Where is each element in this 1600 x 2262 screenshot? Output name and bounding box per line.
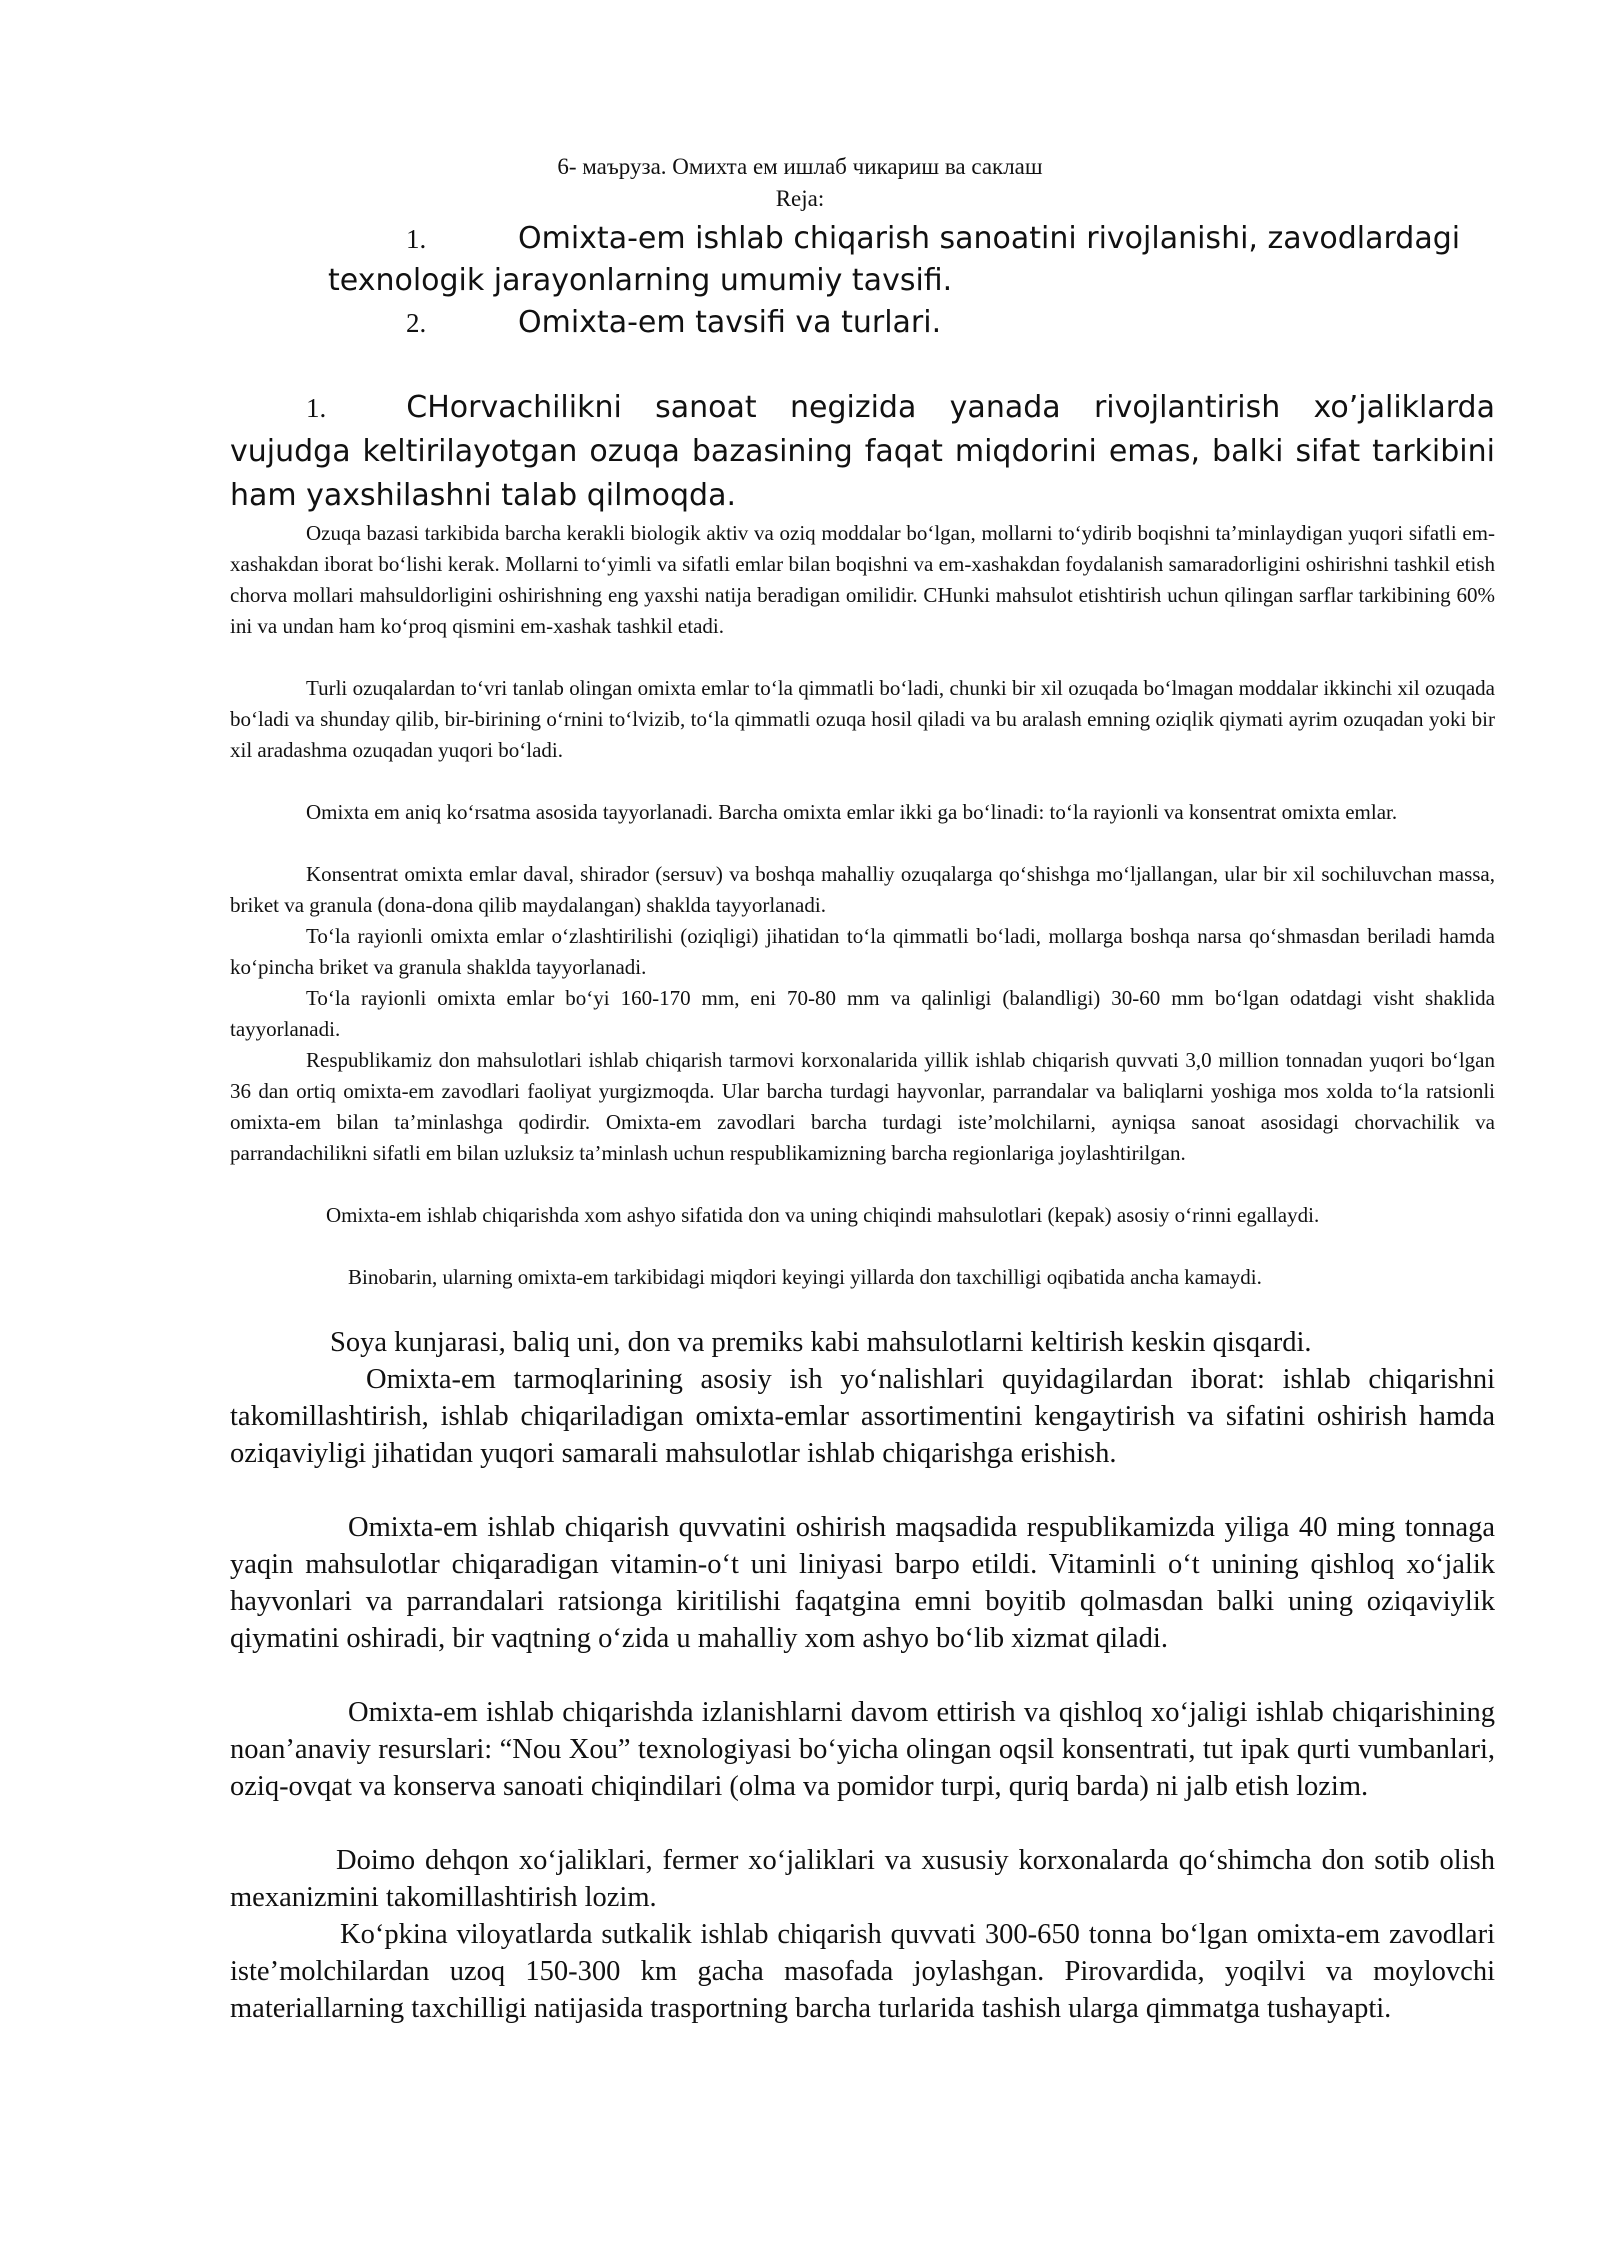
paragraph: Soya kunjarasi, baliq uni, don va premiks kabi mahsulotlarni keltirish keskin qisqardi.: [330, 1327, 1312, 1358]
paragraph: Ozuqa bazasi tarkibida barcha kerakli biologik aktiv va oziq moddalar bo‘lgan, mollarni to‘ydirib boqishni ta’minlaydigan yuqori sifatli em-xashakdan iborat bo‘lishi kerak. Mollarni to‘yimli va sifatli emlar bilan boqishni va em-xashakdan foydalanish samaradorligini oshirishni tashkil etish chorva mollari mahsuldorligini oshirishning eng yaxshi natija beradigan omilidir. CHunki mahsulot etishtirish uchun qilingan sarflar tarkibining 60% ini va undan ham ko‘proq qismini em-xashak tashkil etadi.: [230, 521, 1495, 638]
paragraph: Omixta-em ishlab chiqarishda xom ashyo sifatida don va uning chiqindi mahsulotlari (kepak) asosiy o‘rinni egallaydi.: [326, 1203, 1320, 1227]
plan-item-number: 2.: [406, 308, 427, 338]
lecture-title: 6- маъруза. Омихта ем ишлаб чикариш ва саклаш: [557, 154, 1043, 179]
plan-item-text: Omixta-em tavsifi va turlari.: [518, 305, 942, 340]
plan-item-text: Omixta-em ishlab chiqarish sanoatini rivojlanishi, zavodlardagi texnologik jarayonlarning umumiy tavsifi.: [328, 221, 1461, 298]
paragraph: Konsentrat omixta emlar daval, shirador (sersuv) va boshqa mahalliy ozuqalarga qo‘shishga mo‘ljallangan, ular bir xil sochiluvchan massa, briket va granula (dona-dona qilib maydalangan) shaklda tayyorlanadi.: [230, 862, 1495, 917]
paragraph: To‘la rayionli omixta emlar o‘zlashtirilishi (oziqligi) jihatidan to‘la qimmatli bo‘ladi, mollarga boshqa narsa qo‘shmasdan beriladi hamda ko‘pincha briket va granula shaklda tayyorlanadi.: [230, 924, 1495, 979]
paragraph: Doimo dehqon xo‘jaliklari, fermer xo‘jaliklari va xususiy korxonalarda qo‘shimcha don sotib olish mexanizmini takomillashtirish lozim.: [230, 1845, 1495, 1913]
section-intro: [230, 386, 1495, 518]
paragraph: Omixta em aniq ko‘rsatma asosida tayyorlanadi. Barcha omixta emlar ikki ga bo‘linadi: to‘la rayionli va konsentrat omixta emlar.: [306, 800, 1398, 824]
plan-item-2: [328, 302, 1508, 344]
paragraph: Ko‘pkina viloyatlarda sutkalik ishlab chiqarish quvvati 300-650 tonna bo‘lgan omixta-em zavodlari iste’molchilardan uzoq 150-300 km gacha masofada joylashgan. Pirovardida, yoqilvi va moylovchi materiallarning taxchilligi natijasida trasportning barcha turlarida tashish ularga qimmatga tushayapti.: [230, 1919, 1495, 2024]
paragraph: Omixta-em ishlab chiqarishda izlanishlarni davom ettirish va qishloq xo‘jaligi ishlab chiqarishining noan’anaviy resurslari: “Nou Xou” texnologiyasi bo‘yicha olingan oqsil konsentrati, tut ipak qurti vumbanlari, oziq-ovqat va konserva sanoati chiqindilari (olma va pomidor turpi, quriq barda) ni jalb etish lozim.: [230, 1697, 1495, 1802]
plan-item-number: 1.: [406, 224, 427, 254]
section-intro-text: CHorvachilikni sanoat negizida yanada rivojlantirish xo’jaliklarda vujudga keltirilayotgan ozuqa bazasining faqat miqdorini emas, balki sifat tarkibini ham yaxshilashni talab qilmoqda.: [230, 390, 1495, 513]
paragraph: To‘la rayionli omixta emlar bo‘yi 160-170 mm, eni 70-80 mm va qalinligi (balandligi) 30-60 mm bo‘lgan odatdagi visht shaklida tayyorlanadi.: [230, 986, 1495, 1041]
paragraph: Binobarin, ularning omixta-em tarkibidagi miqdori keyingi yillarda don taxchilligi oqibatida ancha kamaydi.: [348, 1265, 1262, 1289]
section-number: 1.: [306, 393, 327, 423]
paragraph: Turli ozuqalardan to‘vri tanlab olingan omixta emlar to‘la qimmatli bo‘ladi, chunki bir xil ozuqada bo‘lmagan moddalar ikkinchi xil ozuqada bo‘ladi va shunday qilib, bir-birining o‘rnini to‘lvizib, to‘la qimmatli ozuqa hosil qiladi va bu aralash emning oziqlik qiymati ayrim ozuqadan yoki bir xil aradashma ozuqadan yuqori bo‘ladi.: [230, 676, 1495, 762]
paragraph: Omixta-em ishlab chiqarish quvvatini oshirish maqsadida respublikamizda yiliga 40 ming tonnaga yaqin mahsulotlar chiqaradigan vitamin-o‘t uni liniyasi barpo etildi. Vitaminli o‘t unining qishloq xo‘jalik hayvonlari va parrandalari ratsionga kiritilishi faqatgina emni boyitib qolmasdan balki uning oziqaviylik qiymatini oshiradi, bir vaqtning o‘zida u mahalliy xom ashyo bo‘lib xizmat qiladi.: [230, 1512, 1495, 1654]
paragraph: Omixta-em tarmoqlarining asosiy ish yo‘nalishlari quyidagilardan iborat: ishlab chiqarishni takomillashtirish, ishlab chiqariladigan omixta-emlar assortimentini kengaytirish va sifatini oshirish hamda oziqaviyligi jihatidan yuqori samarali mahsulotlar ishlab chiqarishga erishish.: [230, 1364, 1495, 1469]
paragraph: Respublikamiz don mahsulotlari ishlab chiqarish tarmovi korxonalarida yillik ishlab chiqarish quvvati 3,0 million tonnadan yuqori bo‘lgan 36 dan ortiq omixta-em zavodlari faoliyat yurgizmoqda. Ular barcha turdagi hayvonlar, parrandalar va baliqlarni yoshiga mos xolda to‘la ratsionli omixta-em bilan ta’minlashga qodirdir. Omixta-em zavodlari barcha turdagi iste’molchilarni, ayniqsa sanoat asosidagi chorvachilik va parrandachilikni sifatli em bilan uzluksiz ta’minlash uchun respublikamizning barcha regionlariga joylashtirilgan.: [230, 1048, 1495, 1165]
plan-item-1: [328, 218, 1508, 302]
plan-heading: Reja:: [775, 186, 825, 211]
